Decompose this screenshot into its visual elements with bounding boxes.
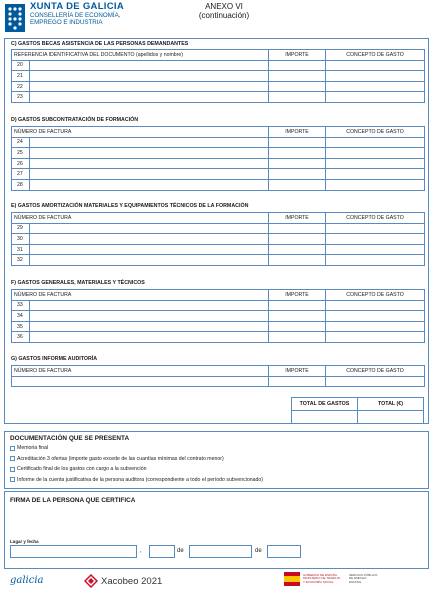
concepto-cell[interactable]	[326, 223, 425, 234]
spain-coat-of-arms-icon	[284, 572, 300, 586]
doc-item-ofertas[interactable]	[10, 456, 224, 462]
factura-cell[interactable]	[30, 169, 269, 180]
table-row	[12, 300, 425, 311]
ministerio-text	[303, 574, 341, 585]
logo-main: XUNTA DE GALICIA	[30, 1, 124, 12]
checkbox[interactable]	[10, 477, 15, 482]
row-number: 21	[12, 71, 30, 82]
importe-cell[interactable]	[269, 321, 326, 332]
importe-cell[interactable]	[269, 244, 326, 255]
table-row	[12, 376, 425, 387]
row-number: 33	[12, 300, 30, 311]
sepe-text: SERVICIO PÚBLICO DE EMPLEO ESTATAL	[349, 572, 378, 584]
section-f-title: F) GASTOS GENERALES, MATERIALES Y TÉCNICOS	[11, 280, 145, 286]
col-importe-header: IMPORTE	[269, 127, 326, 138]
concepto-cell[interactable]	[326, 376, 425, 387]
row-number: 35	[12, 321, 30, 332]
concepto-cell[interactable]	[326, 332, 425, 343]
factura-cell[interactable]	[30, 223, 269, 234]
gobierno-line: GOBIERNO DE ESPAÑA	[303, 572, 337, 577]
doc-item-informe[interactable]	[10, 477, 263, 483]
doc-item-label: Acreditación 3 ofertas (importe gasto excede de las cuantías mínimas del contrato menor)	[17, 455, 224, 462]
importe-cell[interactable]	[269, 60, 326, 71]
anexo-title	[184, 2, 264, 20]
logo-sub-2: EMPREGO E INDUSTRIA	[30, 19, 103, 26]
galicia-logo: galicia	[10, 575, 44, 586]
table-header-row	[12, 50, 425, 61]
table-row	[12, 244, 425, 255]
col-reference-header: REFERENCIA IDENTIFICATIVA DEL DOCUMENTO (apellidos y nombre)	[12, 50, 269, 61]
total-gastos-value[interactable]	[292, 411, 358, 424]
footer-logos	[4, 572, 429, 598]
col-factura-header: NÚMERO DE FACTURA	[12, 213, 269, 224]
col-concepto-header: CONCEPTO DE GASTO	[326, 213, 425, 224]
factura-cell[interactable]	[30, 300, 269, 311]
factura-cell[interactable]	[12, 376, 269, 387]
logo-sub-1: CONSELLERÍA DE ECONOMÍA,	[30, 12, 121, 19]
anexo-label: ANEXO VI	[205, 2, 243, 11]
totals-value-row	[292, 411, 424, 424]
importe-cell[interactable]	[269, 81, 326, 92]
importe-cell[interactable]	[269, 158, 326, 169]
importe-cell[interactable]	[269, 137, 326, 148]
row-number: 24	[12, 137, 30, 148]
day-field[interactable]	[149, 545, 175, 558]
section-d-rows	[11, 137, 425, 191]
total-gastos-label: TOTAL DE GASTOS	[292, 398, 358, 411]
factura-cell[interactable]	[30, 148, 269, 159]
concepto-cell[interactable]	[326, 255, 425, 266]
table-row	[12, 60, 425, 71]
concepto-cell[interactable]	[326, 244, 425, 255]
doc-item-memoria[interactable]	[10, 445, 48, 451]
importe-cell[interactable]	[269, 376, 326, 387]
concepto-cell[interactable]	[326, 148, 425, 159]
concepto-cell[interactable]	[326, 137, 425, 148]
comma-separator: ,	[140, 548, 142, 554]
section-e-title: E) GASTOS AMORTIZACIÓN MATERIALES Y EQUIPAMIENTOS TÉCNICOS DE LA FORMACIÓN	[11, 203, 249, 209]
col-importe-header: IMPORTE	[269, 213, 326, 224]
concepto-cell[interactable]	[326, 158, 425, 169]
year-field[interactable]	[267, 545, 301, 558]
col-concepto-header: CONCEPTO DE GASTO	[326, 366, 425, 377]
section-e-rows	[11, 223, 425, 266]
table-row	[12, 148, 425, 159]
table-row	[12, 234, 425, 245]
xacobeo-shell-icon	[84, 574, 98, 588]
importe-cell[interactable]	[269, 169, 326, 180]
section-f-rows	[11, 300, 425, 343]
row-number: 22	[12, 81, 30, 92]
gobierno-logo	[284, 572, 379, 586]
documentation-section	[4, 431, 429, 489]
table-row	[12, 169, 425, 180]
factura-cell[interactable]	[30, 158, 269, 169]
xunta-logo-text	[30, 2, 124, 26]
row-number: 32	[12, 255, 30, 266]
concepto-cell[interactable]	[326, 321, 425, 332]
totals-table	[291, 397, 424, 424]
de-separator-1: de	[177, 548, 184, 554]
table-row	[12, 332, 425, 343]
section-d-title: D) GASTOS SUBCONTRATACIÓN DE FORMACIÓN	[11, 117, 139, 123]
section-c-title: C) GASTOS BECAS ASISTENCIA DE LAS PERSONAS DEMANDANTES	[11, 41, 189, 47]
table-row	[12, 311, 425, 322]
row-number: 31	[12, 244, 30, 255]
importe-cell[interactable]	[269, 92, 326, 103]
row-number: 30	[12, 234, 30, 245]
section-c-rows	[11, 60, 425, 103]
row-number: 25	[12, 148, 30, 159]
row-number: 26	[12, 158, 30, 169]
col-concepto-header: CONCEPTO DE GASTO	[326, 290, 425, 301]
table-row	[12, 81, 425, 92]
month-field[interactable]	[189, 545, 252, 558]
table-header-row	[12, 290, 425, 301]
factura-cell[interactable]	[30, 244, 269, 255]
table-row	[12, 158, 425, 169]
row-number: 34	[12, 311, 30, 322]
factura-cell[interactable]	[30, 234, 269, 245]
col-factura-header: NÚMERO DE FACTURA	[12, 290, 269, 301]
table-row	[12, 255, 425, 266]
factura-cell[interactable]	[30, 311, 269, 322]
col-factura-header: NÚMERO DE FACTURA	[12, 366, 269, 377]
row-number: 29	[12, 223, 30, 234]
row-number: 28	[12, 179, 30, 190]
row-number: 23	[12, 92, 30, 103]
factura-cell[interactable]	[30, 332, 269, 343]
concepto-cell[interactable]	[326, 92, 425, 103]
place-date-label: Lugar y fecha	[10, 539, 39, 544]
xunta-logo	[4, 2, 124, 33]
signature-title: FIRMA DE LA PERSONA QUE CERTIFICA	[10, 497, 136, 504]
table-row	[12, 321, 425, 332]
col-importe-header: IMPORTE	[269, 366, 326, 377]
concepto-cell[interactable]	[326, 300, 425, 311]
doc-item-label: Memoria final	[17, 445, 49, 451]
xacobeo-logo	[84, 574, 162, 588]
documentation-title: DOCUMENTACIÓN QUE SE PRESENTA	[10, 435, 130, 442]
section-g-title: G) GASTOS INFORME AUDITORÍA	[11, 356, 98, 362]
factura-cell[interactable]	[30, 255, 269, 266]
row-number: 20	[12, 60, 30, 71]
expenses-form	[4, 38, 429, 424]
doc-item-label: Certificado final de los gastos con cargo a la subvención	[17, 466, 147, 472]
total-euro-label: TOTAL (€)	[358, 398, 424, 411]
total-euro-value[interactable]	[358, 411, 424, 424]
importe-cell[interactable]	[269, 148, 326, 159]
importe-cell[interactable]	[269, 332, 326, 343]
table-row	[12, 137, 425, 148]
de-separator-2: de	[255, 548, 262, 554]
doc-item-certificado[interactable]	[10, 466, 146, 472]
table-row	[12, 179, 425, 190]
concepto-cell[interactable]	[326, 71, 425, 82]
row-number: 36	[12, 332, 30, 343]
concepto-cell[interactable]	[326, 234, 425, 245]
concepto-cell[interactable]	[326, 60, 425, 71]
col-concepto-header: CONCEPTO DE GASTO	[326, 127, 425, 138]
section-g-table	[11, 365, 425, 387]
importe-cell[interactable]	[269, 179, 326, 190]
signature-section	[4, 491, 429, 569]
concepto-cell[interactable]	[326, 179, 425, 190]
ministerio-line: MINISTERIO DE TRABAJO Y ECONOMÍA SOCIAL	[303, 576, 341, 584]
concepto-cell[interactable]	[326, 311, 425, 322]
reference-cell[interactable]	[30, 92, 269, 103]
table-header-row	[12, 213, 425, 224]
col-importe-header: IMPORTE	[269, 290, 326, 301]
galicia-coat-of-arms-icon	[4, 3, 26, 33]
col-factura-header: NÚMERO DE FACTURA	[12, 127, 269, 138]
col-importe-header: IMPORTE	[269, 50, 326, 61]
reference-cell[interactable]	[30, 60, 269, 71]
factura-cell[interactable]	[30, 179, 269, 190]
importe-cell[interactable]	[269, 300, 326, 311]
table-row	[12, 92, 425, 103]
document-header	[4, 2, 429, 38]
col-concepto-header: CONCEPTO DE GASTO	[326, 50, 425, 61]
table-row	[12, 223, 425, 234]
factura-cell[interactable]	[30, 321, 269, 332]
reference-cell[interactable]	[30, 81, 269, 92]
checkbox[interactable]	[10, 467, 15, 472]
importe-cell[interactable]	[269, 311, 326, 322]
continuacion-label: (continuación)	[198, 11, 250, 20]
importe-cell[interactable]	[269, 223, 326, 234]
table-header-row	[12, 127, 425, 138]
table-row	[12, 71, 425, 82]
concepto-cell[interactable]	[326, 169, 425, 180]
importe-cell[interactable]	[269, 234, 326, 245]
reference-cell[interactable]	[30, 71, 269, 82]
xacobeo-text: Xacobeo 2021	[101, 575, 163, 587]
doc-item-label: Informe de la cuenta justificativa de la persona auditora (correspondiente a todo el período subvencionado)	[17, 476, 263, 483]
importe-cell[interactable]	[269, 255, 326, 266]
importe-cell[interactable]	[269, 71, 326, 82]
table-header-row	[12, 366, 425, 377]
totals-header-row	[292, 398, 424, 411]
checkbox[interactable]	[10, 456, 15, 461]
row-number: 27	[12, 169, 30, 180]
place-field[interactable]	[10, 545, 137, 558]
factura-cell[interactable]	[30, 137, 269, 148]
concepto-cell[interactable]	[326, 81, 425, 92]
checkbox[interactable]	[10, 446, 15, 451]
